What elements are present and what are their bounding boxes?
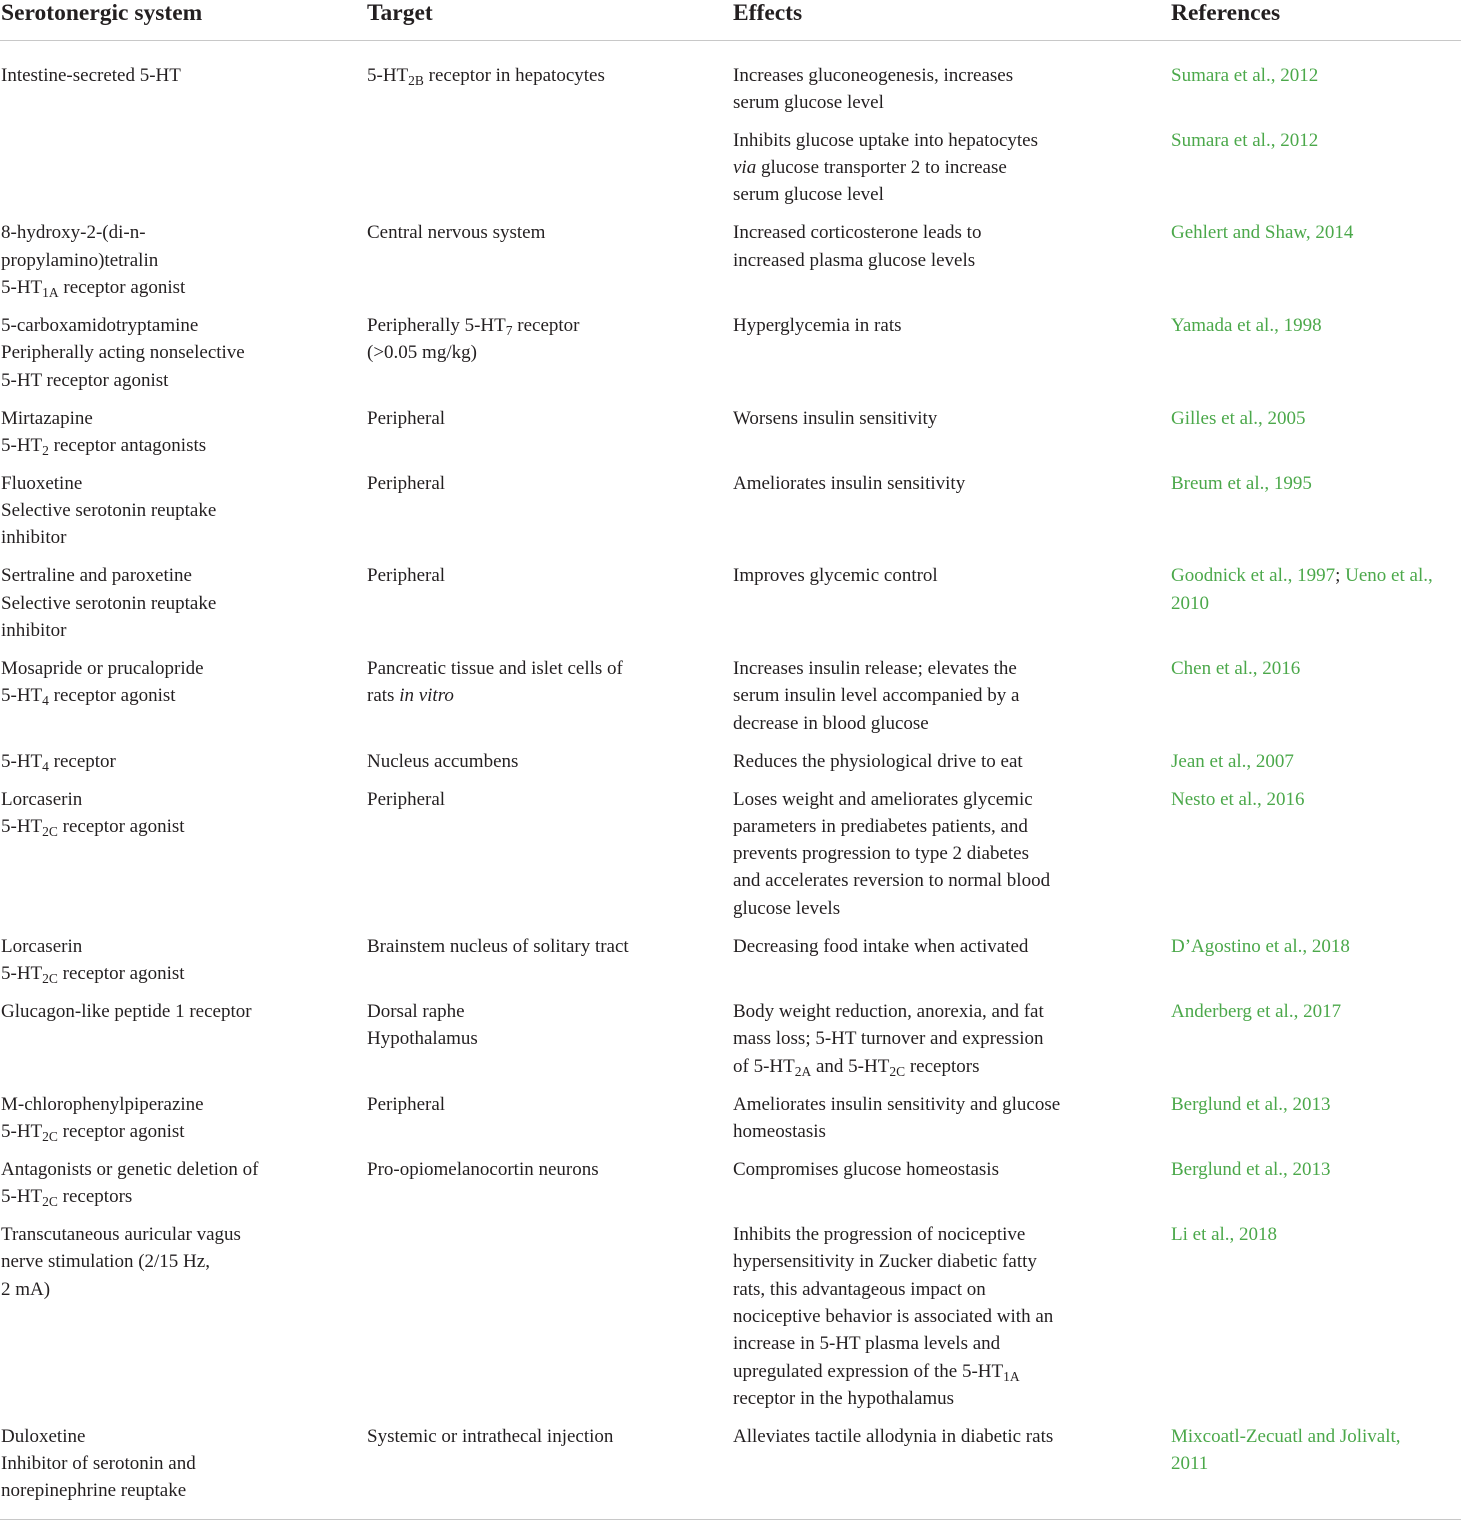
cell-serotonergic-system	[0, 655, 366, 748]
cell-text-line: (>0.05 mg/kg)	[367, 342, 477, 364]
cell-text-line: Peripheral	[367, 1093, 446, 1115]
cell-text-line: upregulated expression of the $5-HT_{1A}$	[733, 1360, 1020, 1384]
subscript: 2C	[42, 1128, 58, 1144]
cell-text-line: $5-HT_4$ receptor agonist	[1, 685, 176, 709]
cell-target	[366, 748, 732, 786]
cell-references	[1170, 748, 1461, 786]
cell-text-line: $5-HT_{2C}$ receptor agonist	[1, 815, 185, 839]
cell-text-line: Decreasing food intake when activated	[733, 935, 1029, 957]
table-body	[0, 41, 1461, 1520]
cell-text-line	[1171, 405, 1461, 432]
cell-target	[366, 655, 732, 748]
table-row	[0, 127, 1461, 220]
subscript: 2C	[42, 1194, 58, 1210]
cell-text-line: Improves glycemic control	[733, 565, 938, 587]
cell-text-line: rats in vitro	[367, 685, 454, 707]
cell-text-line: norepinephrine reuptake	[1, 1480, 187, 1502]
cell-references	[1170, 219, 1461, 312]
cell-effects	[732, 1156, 1170, 1221]
cell-text-line: of $5-HT_{2A}$ and $5-HT_{2C}$ receptors	[733, 1055, 980, 1079]
cell-text-line: Inhibits glucose uptake into hepatocytes	[733, 129, 1038, 151]
cell-target	[366, 1091, 732, 1156]
cell-text-line	[1171, 1423, 1461, 1450]
cell-target	[366, 1221, 732, 1423]
cell-references	[1170, 470, 1461, 563]
reference-link[interactable]: Li et al., 2018	[1171, 1224, 1278, 1246]
cell-serotonergic-system	[0, 933, 366, 998]
table-row	[0, 562, 1461, 655]
cell-text-line: Peripheral	[367, 407, 446, 429]
cell-effects	[732, 1091, 1170, 1156]
cell-text-line: serum insulin level accompanied by a	[733, 685, 1020, 707]
cell-references	[1170, 655, 1461, 748]
cell-text-line: Fluoxetine	[1, 472, 83, 494]
cell-text-line: Peripherally acting nonselective	[1, 342, 245, 364]
cell-text-line: Peripheral	[367, 565, 446, 587]
cell-text-line: Ameliorates insulin sensitivity	[733, 472, 966, 494]
cell-serotonergic-system	[0, 1221, 366, 1423]
cell-text-line: hypersensitivity in Zucker diabetic fatty	[733, 1251, 1037, 1273]
cell-text-line: Hyperglycemia in rats	[733, 314, 902, 336]
cell-text-line: $5-HT_{2C}$ receptors	[1, 1186, 133, 1210]
cell-target	[366, 998, 732, 1091]
cell-text-line: Dorsal raphe	[367, 1000, 465, 1022]
table-row	[0, 786, 1461, 933]
reference-link[interactable]: Breum et al., 1995	[1171, 472, 1312, 494]
cell-text-line: increase in 5-HT plasma levels and	[733, 1333, 1001, 1355]
subscript: 1A	[1003, 1368, 1020, 1384]
cell-references	[1170, 127, 1461, 220]
cell-effects	[732, 1221, 1170, 1423]
cell-text-line: and accelerates reversion to normal blood	[733, 870, 1051, 892]
cell-text-line: Intestine-secreted 5-HT	[1, 64, 181, 86]
cell-text-line: Inhibits the progression of nociceptive	[733, 1224, 1026, 1246]
italic-text: via	[733, 157, 757, 179]
cell-effects	[732, 127, 1170, 220]
cell-text-line	[1171, 786, 1461, 813]
cell-text-line: Loses weight and ameliorates glycemic	[733, 788, 1033, 810]
cell-text-line: Lorcaserin	[1, 788, 83, 810]
italic-text: in vitro	[399, 685, 454, 707]
cell-text-line: $5-HT_{1A}$ receptor agonist	[1, 276, 186, 300]
cell-text-line: Peripherally $5-HT_7$ receptor	[367, 314, 580, 338]
cell-text-line	[1171, 590, 1461, 617]
cell-text-line: Brainstem nucleus of solitary tract	[367, 935, 629, 957]
reference-link[interactable]: Gehlert and Shaw, 2014	[1171, 222, 1354, 244]
table-header-row	[0, 0, 1461, 41]
cell-references	[1170, 933, 1461, 998]
cell-text-line: decrease in blood glucose	[733, 712, 929, 734]
cell-text-line	[1171, 1091, 1461, 1118]
reference-link[interactable]: Goodnick et al., 1997	[1171, 565, 1336, 587]
cell-serotonergic-system	[0, 748, 366, 786]
cell-text-line: glucose levels	[733, 897, 841, 919]
reference-link[interactable]: Sumara et al., 2012	[1171, 64, 1319, 86]
cell-text-line: Transcutaneous auricular vagus	[1, 1224, 241, 1246]
cell-text-line: rats, this advantageous impact on	[733, 1278, 986, 1300]
header-serotonergic-system: Serotonergic system	[0, 0, 366, 41]
cell-text-line: Hypothalamus	[367, 1028, 478, 1050]
cell-effects	[732, 312, 1170, 405]
cell-text-line: Glucagon-like peptide 1 receptor	[1, 1000, 252, 1022]
cell-text-line: Lorcaserin	[1, 935, 83, 957]
cell-text-line: 2 mA)	[1, 1278, 51, 1300]
cell-references	[1170, 1091, 1461, 1156]
cell-text-line: Nucleus accumbens	[367, 750, 519, 772]
reference-link[interactable]: Ueno et al.,	[1345, 565, 1433, 587]
cell-references	[1170, 312, 1461, 405]
subscript: 2C	[889, 1063, 906, 1079]
subscript: 2B	[408, 72, 424, 88]
subscript: 4	[42, 758, 49, 774]
cell-text-line: Mosapride or prucalopride	[1, 657, 204, 679]
cell-references	[1170, 1221, 1461, 1423]
cell-serotonergic-system	[0, 786, 366, 933]
cell-text-line: serum glucose level	[733, 91, 884, 113]
cell-serotonergic-system	[0, 562, 366, 655]
cell-effects	[732, 933, 1170, 998]
cell-serotonergic-system	[0, 998, 366, 1091]
cell-text-line: Body weight reduction, anorexia, and fat	[733, 1000, 1044, 1022]
cell-text-line	[1171, 1450, 1461, 1477]
subscript: 2A	[794, 1063, 812, 1079]
cell-effects	[732, 219, 1170, 312]
cell-text-line	[1171, 219, 1461, 246]
cell-text-line: increased plasma glucose levels	[733, 249, 976, 271]
cell-text-line	[1171, 312, 1461, 339]
cell-text-line: Antagonists or genetic deletion of	[1, 1158, 259, 1180]
cell-text-line: Alleviates tactile allodynia in diabetic rats	[733, 1425, 1054, 1447]
cell-text-line: Compromises glucose homeostasis	[733, 1158, 999, 1180]
subscript: 2	[42, 442, 49, 458]
cell-text-line: $5-HT_{2C}$ receptor agonist	[1, 1120, 185, 1144]
cell-text-line: mass loss; 5-HT turnover and expression	[733, 1028, 1044, 1050]
reference-link[interactable]: Jean et al., 2007	[1171, 750, 1294, 772]
cell-references	[1170, 1423, 1461, 1519]
cell-text-line: Central nervous system	[367, 222, 546, 244]
table-row	[0, 1221, 1461, 1423]
subscript: 7	[505, 322, 513, 338]
cell-text-line: nociceptive behavior is associated with an	[733, 1306, 1054, 1327]
table-row	[0, 998, 1461, 1091]
cell-text-line	[1171, 933, 1461, 960]
cell-effects	[732, 748, 1170, 786]
cell-text-line: nerve stimulation (2/15 Hz,	[1, 1251, 210, 1273]
cell-text-line: 5-HT receptor agonist	[1, 369, 169, 391]
cell-serotonergic-system	[0, 1423, 366, 1519]
cell-serotonergic-system	[0, 470, 366, 563]
reference-link[interactable]: Berglund et al., 2013	[1171, 1158, 1331, 1180]
reference-link[interactable]: Gilles et al., 2005	[1171, 407, 1306, 429]
cell-text-line: $5-HT_4$ receptor	[1, 750, 116, 774]
cell-effects	[732, 41, 1170, 127]
cell-text-line: Pancreatic tissue and islet cells of	[367, 657, 623, 679]
table-row	[0, 470, 1461, 563]
cell-effects	[732, 786, 1170, 933]
reference-link[interactable]: D’Agostino et al., 2018	[1171, 935, 1350, 957]
cell-target	[366, 405, 732, 470]
cell-text-line: $5-HT_{2C}$ receptor agonist	[1, 962, 185, 986]
cell-text-line: inhibitor	[1, 619, 67, 641]
cell-effects	[732, 1423, 1170, 1519]
cell-text-line: M-chlorophenylpiperazine	[1, 1093, 204, 1115]
cell-text-line: via glucose transporter 2 to increase	[733, 157, 1007, 179]
reference-separator: ;	[1335, 565, 1346, 587]
reference-link[interactable]: Nesto et al., 2016	[1171, 788, 1305, 810]
cell-text-line: receptor in the hypothalamus	[733, 1387, 955, 1409]
cell-text-line: Peripheral	[367, 788, 446, 810]
cell-target	[366, 312, 732, 405]
cell-text-line	[1171, 1156, 1461, 1183]
cell-text-line: Duloxetine	[1, 1425, 86, 1447]
table-row	[0, 405, 1461, 470]
cell-text-line: Inhibitor of serotonin and	[1, 1453, 196, 1475]
cell-target	[366, 562, 732, 655]
cell-target	[366, 786, 732, 933]
table-row	[0, 41, 1461, 127]
table-row	[0, 1156, 1461, 1221]
cell-target	[366, 1423, 732, 1519]
cell-serotonergic-system	[0, 219, 366, 312]
reference-link[interactable]: Mixcoatl-Zecuatl and Jolivalt,	[1171, 1425, 1401, 1447]
cell-text-line: Peripheral	[367, 472, 446, 494]
cell-text-line: 5-carboxamidotryptamine	[1, 314, 199, 336]
cell-text-line: Systemic or intrathecal injection	[367, 1425, 614, 1447]
table-row	[0, 312, 1461, 405]
reference-link[interactable]: 2010	[1171, 592, 1209, 614]
cell-references	[1170, 405, 1461, 470]
cell-serotonergic-system	[0, 41, 366, 127]
reference-link[interactable]: Sumara et al., 2012	[1171, 129, 1319, 151]
cell-text-line: Increases gluconeogenesis, increases	[733, 64, 1014, 86]
cell-text-line	[1171, 62, 1461, 89]
cell-text-line	[1171, 470, 1461, 497]
cell-references	[1170, 998, 1461, 1091]
cell-references	[1170, 41, 1461, 127]
cell-target	[366, 1156, 732, 1221]
cell-text-line	[1171, 748, 1461, 775]
subscript: 2C	[42, 970, 58, 986]
cell-text-line: parameters in prediabetes patients, and	[733, 815, 1028, 837]
reference-link[interactable]: Yamada et al., 1998	[1171, 314, 1322, 336]
cell-text-line	[1171, 655, 1461, 682]
table-row	[0, 219, 1461, 312]
header-target: Target	[366, 0, 732, 41]
cell-text-line: Selective serotonin reuptake	[1, 592, 217, 614]
cell-text-line: Increases insulin release; elevates the	[733, 657, 1017, 679]
table-row	[0, 748, 1461, 786]
cell-effects	[732, 470, 1170, 563]
cell-references	[1170, 1156, 1461, 1221]
reference-link[interactable]: Chen et al., 2016	[1171, 657, 1301, 679]
cell-text-line: prevents progression to type 2 diabetes	[733, 843, 1030, 865]
cell-target	[366, 933, 732, 998]
cell-text-line: $5-HT_{2B}$ receptor in hepatocytes	[367, 64, 605, 88]
cell-text-line	[1171, 1221, 1461, 1248]
subscript: 4	[42, 693, 49, 709]
reference-link[interactable]: Berglund et al., 2013	[1171, 1093, 1331, 1115]
cell-text-line	[1171, 562, 1461, 589]
cell-text-line	[1171, 998, 1461, 1025]
table-row	[0, 1091, 1461, 1156]
cell-text-line: Worsens insulin sensitivity	[733, 407, 938, 429]
cell-text-line: serum glucose level	[733, 184, 884, 206]
cell-effects	[732, 998, 1170, 1091]
cell-target	[366, 127, 732, 220]
subscript: 2C	[42, 823, 58, 839]
cell-effects	[732, 562, 1170, 655]
reference-link[interactable]: Anderberg et al., 2017	[1171, 1000, 1342, 1022]
cell-text-line: inhibitor	[1, 527, 67, 549]
cell-references	[1170, 562, 1461, 655]
table-row	[0, 655, 1461, 748]
cell-target	[366, 470, 732, 563]
cell-serotonergic-system	[0, 1091, 366, 1156]
cell-text-line: Increased corticosterone leads to	[733, 222, 982, 244]
cell-effects	[732, 405, 1170, 470]
cell-text-line: Pro-opiomelanocortin neurons	[367, 1158, 599, 1180]
reference-link[interactable]: 2011	[1171, 1453, 1209, 1475]
header-references: References	[1170, 0, 1461, 41]
cell-text-line: Ameliorates insulin sensitivity and glucose	[733, 1093, 1061, 1115]
cell-serotonergic-system	[0, 405, 366, 470]
table-row	[0, 933, 1461, 998]
header-effects: Effects	[732, 0, 1170, 41]
cell-serotonergic-system	[0, 1156, 366, 1221]
cell-target	[366, 219, 732, 312]
cell-text-line: Reduces the physiological drive to eat	[733, 750, 1023, 772]
cell-target	[366, 41, 732, 127]
table-row	[0, 1423, 1461, 1519]
cell-serotonergic-system	[0, 127, 366, 220]
cell-text-line: homeostasis	[733, 1120, 826, 1142]
cell-text-line: Mirtazapine	[1, 407, 93, 429]
subscript: 1A	[42, 284, 59, 300]
cell-serotonergic-system	[0, 312, 366, 405]
cell-text-line: $5-HT_2$ receptor antagonists	[1, 434, 207, 458]
cell-text-line: Selective serotonin reuptake	[1, 500, 217, 522]
cell-text-line: 8-hydroxy-2-(di-n-	[1, 222, 146, 244]
cell-effects	[732, 655, 1170, 748]
cell-references	[1170, 786, 1461, 933]
cell-text-line: propylamino)tetralin	[1, 249, 159, 271]
cell-text-line	[1171, 127, 1461, 154]
cell-text-line: Sertraline and paroxetine	[1, 565, 192, 587]
